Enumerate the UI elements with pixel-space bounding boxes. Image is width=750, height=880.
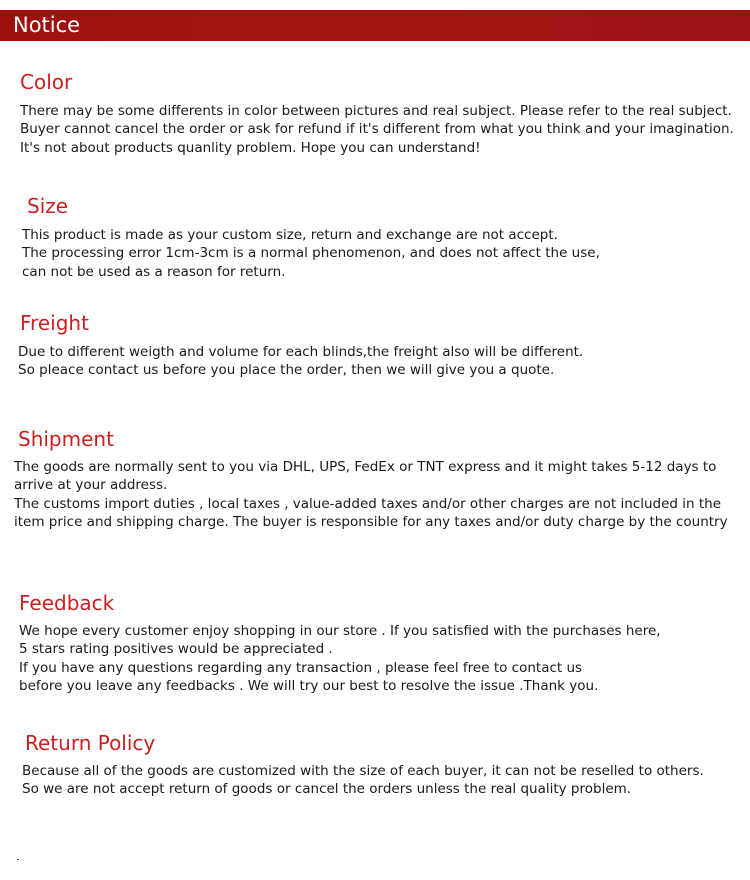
shipment-body — [14, 458, 748, 531]
notice-title: Notice — [13, 13, 81, 37]
size-section — [22, 193, 750, 281]
freight-section — [20, 310, 750, 380]
color-line: Buyer cannot cancel the order or ask for refund if it's different from what you think and your imagination. — [20, 121, 734, 138]
size-line: This product is made as your custom size, return and exchange are not accept. — [22, 227, 558, 243]
stray-dot — [17, 859, 19, 860]
freight-line: So pleace contact us before you place the order, then we will give you a quote. — [18, 362, 555, 379]
freight-line: Due to different weigth and volume for each blinds,the freight also will be different. — [18, 344, 584, 360]
feedback-body — [19, 622, 749, 695]
feedback-line: before you leave any feedbacks . We will try our best to resolve the issue .Thank you. — [19, 677, 599, 694]
return-policy-heading: Return Policy — [25, 731, 156, 755]
color-section — [20, 69, 750, 157]
feedback-line: If you have any questions regarding any transaction , please feel free to contact us — [19, 659, 583, 676]
color-line: It's not about products quanlity problem. Hope you can understand! — [20, 139, 481, 156]
feedback-section — [19, 590, 749, 695]
shipment-line: item price and shipping charge. The buyer is responsible for any taxes and/or duty charge by the country — [14, 513, 728, 530]
freight-heading: Freight — [20, 311, 89, 335]
size-body — [22, 226, 750, 281]
size-line: can not be used as a reason for return. — [22, 263, 286, 280]
return-policy-body — [22, 762, 750, 799]
color-line: There may be some differents in color between pictures and real subject. Please refer to the real subject. — [20, 103, 732, 119]
freight-body — [18, 343, 750, 380]
return-policy-section — [22, 730, 750, 799]
return-policy-line: Because all of the goods are customized with the size of each buyer, it can not be reselled to others. — [22, 763, 704, 779]
shipment-line: arrive at your address. — [14, 477, 168, 494]
feedback-heading: Feedback — [19, 591, 115, 615]
size-line: The processing error 1cm-3cm is a normal phenomenon, and does not affect the use, — [22, 245, 600, 262]
notice-banner — [0, 10, 750, 41]
shipment-line: The goods are normally sent to you via DHL, UPS, FedEx or TNT express and it might takes 5-12 days to — [14, 459, 717, 475]
shipment-heading: Shipment — [18, 427, 114, 451]
shipment-section — [14, 426, 748, 531]
color-heading: Color — [20, 70, 73, 94]
feedback-line: We hope every customer enjoy shopping in our store . If you satisfied with the purchases here, — [19, 623, 661, 639]
feedback-line: 5 stars rating positives would be appreciated . — [19, 641, 333, 658]
shipment-line: The customs import duties , local taxes , value-added taxes and/or other charges are not included in the — [14, 495, 721, 512]
return-policy-line: So we are not accept return of goods or cancel the orders unless the real quality problem. — [22, 781, 632, 798]
size-heading: Size — [27, 194, 69, 218]
color-body — [20, 102, 750, 157]
